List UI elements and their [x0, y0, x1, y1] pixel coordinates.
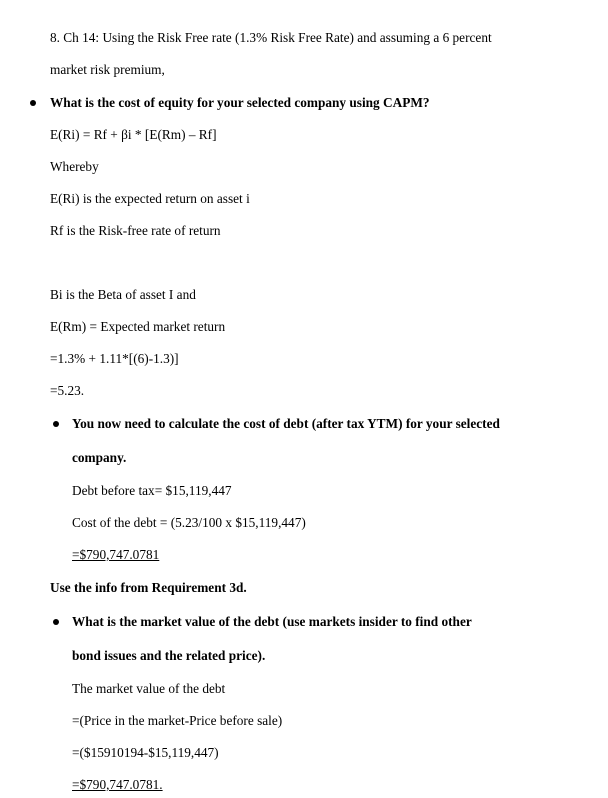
definition-erm: E(Rm) = Expected market return [50, 319, 226, 334]
debt-before-tax: Debt before tax= $15,119,447 [72, 483, 232, 498]
capm-calculation: =1.3% + 1.11*[(6)-1.3)] [50, 351, 179, 366]
capm-formula: E(Ri) = Rf + βi * [E(Rm) – Rf] [50, 127, 217, 142]
whereby-label: Whereby [50, 159, 99, 174]
question-market-value-line-2: bond issues and the related price). [72, 648, 266, 663]
question-market-value-line-1: What is the market value of the debt (use markets insider to find other [72, 614, 472, 629]
market-value-formula: =(Price in the market-Price before sale) [72, 713, 283, 728]
intro-line-1: 8. Ch 14: Using the Risk Free rate (1.3% Risk Free Rate) and assuming a 6 percent [50, 30, 492, 45]
bullet-icon [53, 619, 59, 625]
cost-of-debt-formula: Cost of the debt = (5.23/100 x $15,119,447) [72, 515, 306, 530]
question-cost-of-debt-line-2: company. [72, 450, 127, 465]
market-value-result: =$790,747.0781. [72, 777, 163, 792]
definition-bi: Bi is the Beta of asset I and [50, 287, 196, 302]
market-value-label: The market value of the debt [72, 681, 226, 696]
bullet-icon [30, 100, 36, 106]
definition-eri: E(Ri) is the expected return on asset i [50, 191, 250, 206]
capm-result: =5.23. [50, 383, 85, 398]
cost-of-debt-result: =$790,747.0781 [72, 547, 160, 562]
market-value-calculation: =($15910194-$15,119,447) [72, 745, 219, 760]
question-cost-of-equity: What is the cost of equity for your selected company using CAPM? [50, 95, 430, 110]
definition-rf: Rf is the Risk-free rate of return [50, 223, 221, 238]
question-cost-of-debt-line-1: You now need to calculate the cost of debt (after tax YTM) for your selected [72, 416, 500, 431]
requirement-3d-note: Use the info from Requirement 3d. [50, 580, 247, 595]
intro-line-2: market risk premium, [50, 62, 165, 77]
bullet-icon [53, 421, 59, 427]
